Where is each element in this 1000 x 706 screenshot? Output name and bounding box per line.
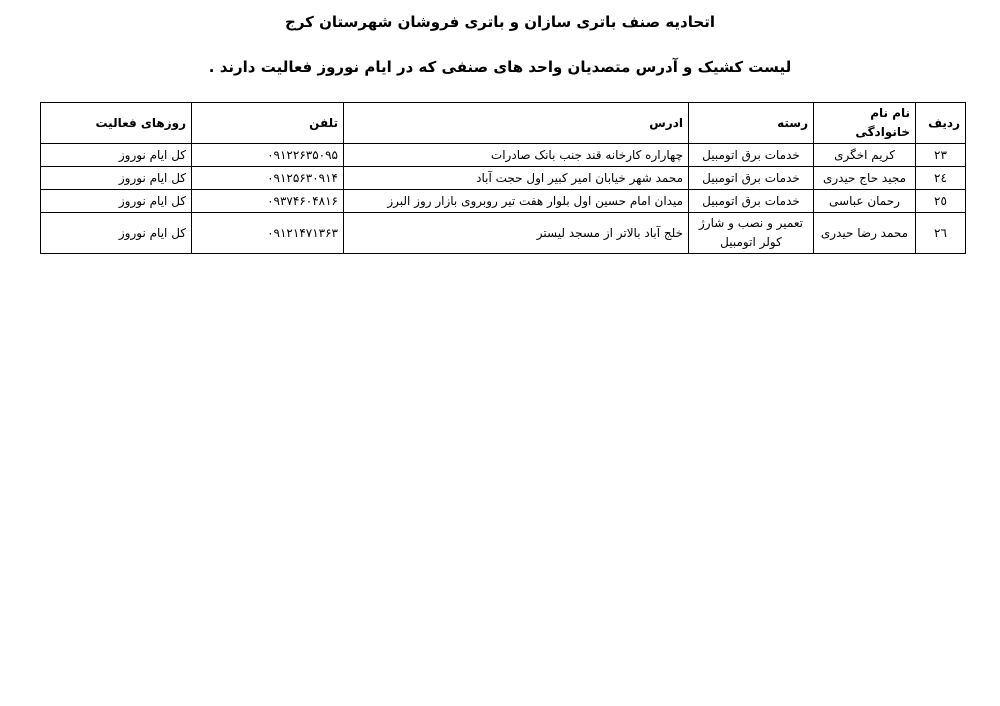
table-row: [41, 190, 966, 213]
header-name: نام نام خانوادگی: [814, 103, 916, 144]
header-row-no: ردیف: [916, 103, 966, 144]
cell-activity-days: کل ایام نوروز: [41, 190, 192, 213]
cell-phone: ۰۹۱۲۱۴۷۱۳۶۳: [192, 213, 344, 254]
table-row: [41, 213, 966, 254]
cell-category: خدمات برق اتومبیل: [689, 167, 814, 190]
cell-category: خدمات برق اتومبیل: [689, 190, 814, 213]
cell-name: کریم اخگری: [814, 144, 916, 167]
table-row: [41, 144, 966, 167]
cell-name: رحمان عباسی: [814, 190, 916, 213]
duty-roster-table: [40, 102, 966, 254]
cell-row-no: ۲٤: [916, 167, 966, 190]
cell-activity-days: کل ایام نوروز: [41, 167, 192, 190]
cell-phone: ۰۹۱۲۵۶۳۰۹۱۴: [192, 167, 344, 190]
cell-address: خلج آباد بالاتر از مسجد لیستر: [344, 213, 689, 254]
page-title: اتحادیه صنف باتری سازان و باتری فروشان شهرستان کرج: [285, 13, 715, 31]
cell-activity-days: کل ایام نوروز: [41, 144, 192, 167]
cell-category: تعمیر و نصب و شارژ کولر اتومبیل: [689, 213, 814, 254]
cell-category: خدمات برق اتومبیل: [689, 144, 814, 167]
header-category: رسته: [689, 103, 814, 144]
cell-phone: ۰۹۱۲۲۶۳۵۰۹۵: [192, 144, 344, 167]
page-subtitle: لیست کشیک و آدرس متصدیان واحد های صنفی که در ایام نوروز فعالیت دارند .: [208, 58, 792, 76]
header-phone: تلفن: [192, 103, 344, 144]
cell-row-no: ۲٦: [916, 213, 966, 254]
cell-address: محمد شهر خیابان امیر کبیر اول حجت آباد: [344, 167, 689, 190]
cell-row-no: ۲۳: [916, 144, 966, 167]
cell-name: محمد رضا حیدری: [814, 213, 916, 254]
header-address: ادرس: [344, 103, 689, 144]
cell-address: چهاراره کارخانه قند جنب بانک صادرات: [344, 144, 689, 167]
cell-name: مجید حاج حیدری: [814, 167, 916, 190]
cell-row-no: ۲٥: [916, 190, 966, 213]
header-activity-days: روزهای فعالیت: [41, 103, 192, 144]
table-header-row: [41, 103, 966, 144]
cell-address: میدان امام حسین اول بلوار هفت تیر روبروی بازار روز البرز: [344, 190, 689, 213]
cell-activity-days: کل ایام نوروز: [41, 213, 192, 254]
table-row: [41, 167, 966, 190]
cell-phone: ۰۹۳۷۴۶۰۴۸۱۶: [192, 190, 344, 213]
